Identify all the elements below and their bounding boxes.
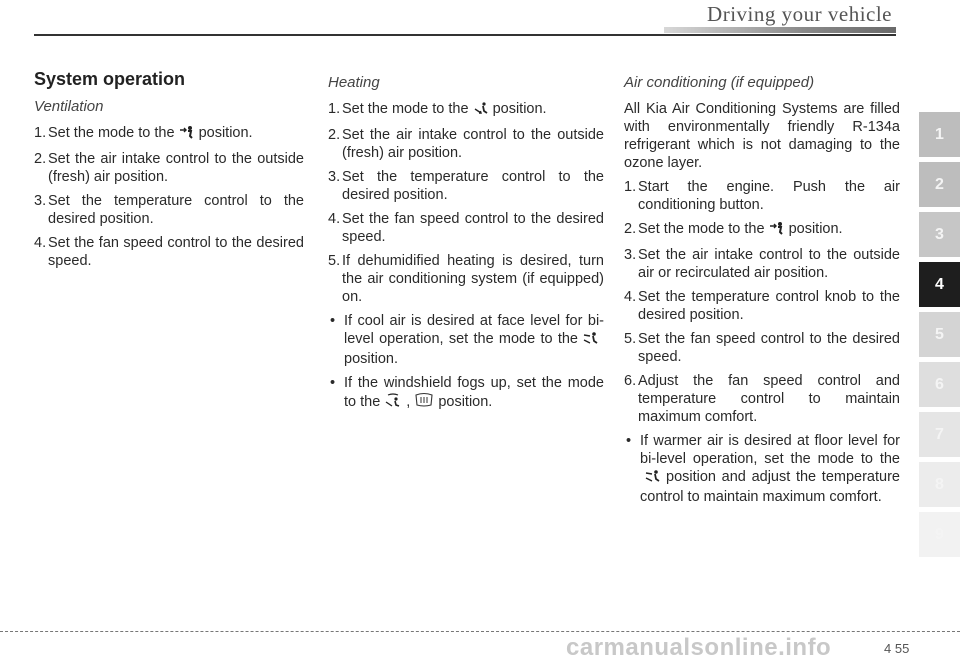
- footer-rule: [0, 631, 960, 632]
- step-text: [638, 220, 900, 240]
- step-number: 1.: [328, 101, 341, 117]
- bullet-text: [640, 432, 900, 506]
- bullet-text-before-icon: If warmer air is desired at floor level for bi-level operation, set the mode to the: [640, 433, 900, 467]
- step-text-after-icon: position.: [788, 221, 843, 237]
- header-rule: [34, 34, 896, 36]
- column-ventilation: [34, 70, 304, 276]
- step-number: 5.: [624, 331, 637, 347]
- step-text: Set the fan speed control to the desired speed.: [342, 211, 604, 245]
- bullet-item: [328, 374, 604, 413]
- chapter-tab-label: 3: [935, 225, 944, 243]
- step-number: 2.: [328, 127, 341, 143]
- air-conditioning-heading: Air conditioning (if equipped): [624, 74, 815, 91]
- step-text: [48, 124, 304, 144]
- bullet-text: [344, 374, 604, 413]
- step-text: Set the fan speed control to the desired speed.: [638, 331, 900, 365]
- chapter-tab-label: 8: [935, 475, 944, 493]
- step-text: Start the engine. Push the air conditioning button.: [638, 179, 900, 213]
- bullet-mark: •: [626, 433, 632, 449]
- step-text: Set the air intake control to the outside (fresh) air position.: [342, 127, 604, 161]
- step-item: [624, 246, 900, 282]
- bullet-text-before-icon: If the windshield fogs up, set the mode to the: [344, 375, 604, 410]
- chapter-tab-7[interactable]: [919, 412, 960, 457]
- step-item: [34, 234, 304, 270]
- defrost-icon: [414, 392, 434, 413]
- step-text-before-icon: Set the mode to the: [342, 101, 469, 117]
- floor-defrost-icon: [384, 393, 402, 413]
- chapter-tab-8[interactable]: [919, 462, 960, 507]
- bullet-text: [344, 312, 604, 368]
- step-number: 3.: [624, 247, 637, 263]
- chapter-tab-label: 7: [935, 425, 944, 443]
- step-item: [328, 252, 604, 306]
- step-text-after-icon: position.: [492, 101, 547, 117]
- bullet-text-after-icon: position.: [438, 394, 493, 410]
- bullet-text-after-icon: position and adjust the temperature control to maintain maximum comfort.: [640, 469, 900, 505]
- chapter-tab-label: 6: [935, 375, 944, 393]
- step-item: [328, 100, 604, 120]
- column-air-conditioning: [624, 74, 900, 512]
- bullet-text-after-icon: position.: [344, 351, 399, 367]
- icon-separator: ,: [406, 394, 411, 410]
- step-number: 1.: [624, 179, 637, 195]
- step-text: Set the temperature control to the desired position.: [342, 169, 604, 203]
- chapter-tab-2[interactable]: [919, 162, 960, 207]
- step-number: 2.: [34, 151, 47, 167]
- step-item: [328, 126, 604, 162]
- face-vent-icon: [769, 221, 785, 240]
- chapter-tab-label: 9: [935, 525, 944, 543]
- header-accent-bar: [664, 27, 896, 33]
- heating-steps: [328, 100, 604, 306]
- bi-level-icon: [644, 469, 662, 488]
- bullet-mark: •: [330, 313, 336, 329]
- step-text: [342, 100, 604, 120]
- step-text: Set the temperature control knob to the desired position.: [638, 289, 900, 323]
- watermark: carmanualsonline.info: [566, 634, 832, 661]
- step-item: [624, 220, 900, 240]
- step-item: [624, 372, 900, 426]
- chapter-tab-9[interactable]: [919, 512, 960, 557]
- step-item: [34, 124, 304, 144]
- step-item: [624, 178, 900, 214]
- step-item: [328, 168, 604, 204]
- step-item: [328, 210, 604, 246]
- bullet-text-before-icon: If cool air is desired at face level for bi-level operation, set the mode to the: [344, 313, 604, 347]
- chapter-tab-label: 1: [935, 125, 944, 143]
- step-text: Set the fan speed control to the desired speed.: [48, 235, 304, 269]
- air-conditioning-steps: [624, 178, 900, 426]
- step-text: If dehumidified heating is desired, turn the air conditioning system (if equipped) on.: [342, 253, 604, 305]
- ventilation-heading: Ventilation: [34, 98, 104, 115]
- step-number: 3.: [34, 193, 47, 209]
- step-number: 3.: [328, 169, 341, 185]
- step-item: [624, 288, 900, 324]
- heating-notes: [328, 312, 604, 413]
- chapter-tab-5[interactable]: [919, 312, 960, 357]
- face-vent-icon: [179, 125, 195, 144]
- step-item: [624, 330, 900, 366]
- bullet-item: [624, 432, 900, 506]
- bi-level-icon: [582, 331, 600, 350]
- heating-heading: Heating: [328, 74, 380, 91]
- step-text-after-icon: position.: [198, 125, 253, 141]
- step-item: [34, 192, 304, 228]
- step-number: 5.: [328, 253, 341, 269]
- floor-icon: [473, 101, 489, 120]
- step-item: [34, 150, 304, 186]
- air-conditioning-intro: All Kia Air Conditioning Systems are filled with environmentally friendly R-134a refrigerant which is not damaging to the ozone layer.: [624, 101, 900, 171]
- step-number: 4.: [328, 211, 341, 227]
- column-heating: [328, 74, 604, 419]
- step-text: Set the temperature control to the desired position.: [48, 193, 304, 227]
- air-conditioning-notes: [624, 432, 900, 506]
- page-number: 4 55: [884, 641, 910, 656]
- step-number: 6.: [624, 373, 637, 389]
- chapter-tab-label: 5: [935, 325, 944, 343]
- chapter-tabs: [919, 112, 960, 562]
- step-text: Set the air intake control to the outside (fresh) air position.: [48, 151, 304, 185]
- step-number: 4.: [624, 289, 637, 305]
- step-number: 2.: [624, 221, 637, 237]
- chapter-tab-6[interactable]: [919, 362, 960, 407]
- bullet-mark: •: [330, 375, 336, 391]
- bullet-item: [328, 312, 604, 368]
- running-header: Driving your vehicle: [707, 2, 892, 26]
- chapter-tab-4[interactable]: [919, 262, 960, 307]
- chapter-tab-label: 2: [935, 175, 944, 193]
- step-text-before-icon: Set the mode to the: [638, 221, 765, 237]
- ventilation-steps: [34, 124, 304, 270]
- chapter-tab-3[interactable]: [919, 212, 960, 257]
- step-text-before-icon: Set the mode to the: [48, 125, 175, 141]
- chapter-tab-1[interactable]: [919, 112, 960, 157]
- section-heading: System operation: [34, 69, 186, 89]
- step-number: 4.: [34, 235, 47, 251]
- step-text: Set the air intake control to the outside air or recirculated air position.: [638, 247, 900, 281]
- chapter-tab-label: 4: [935, 275, 944, 293]
- step-text: Adjust the fan speed control and temperature control to maintain maximum comfort.: [638, 373, 900, 425]
- step-number: 1.: [34, 125, 47, 141]
